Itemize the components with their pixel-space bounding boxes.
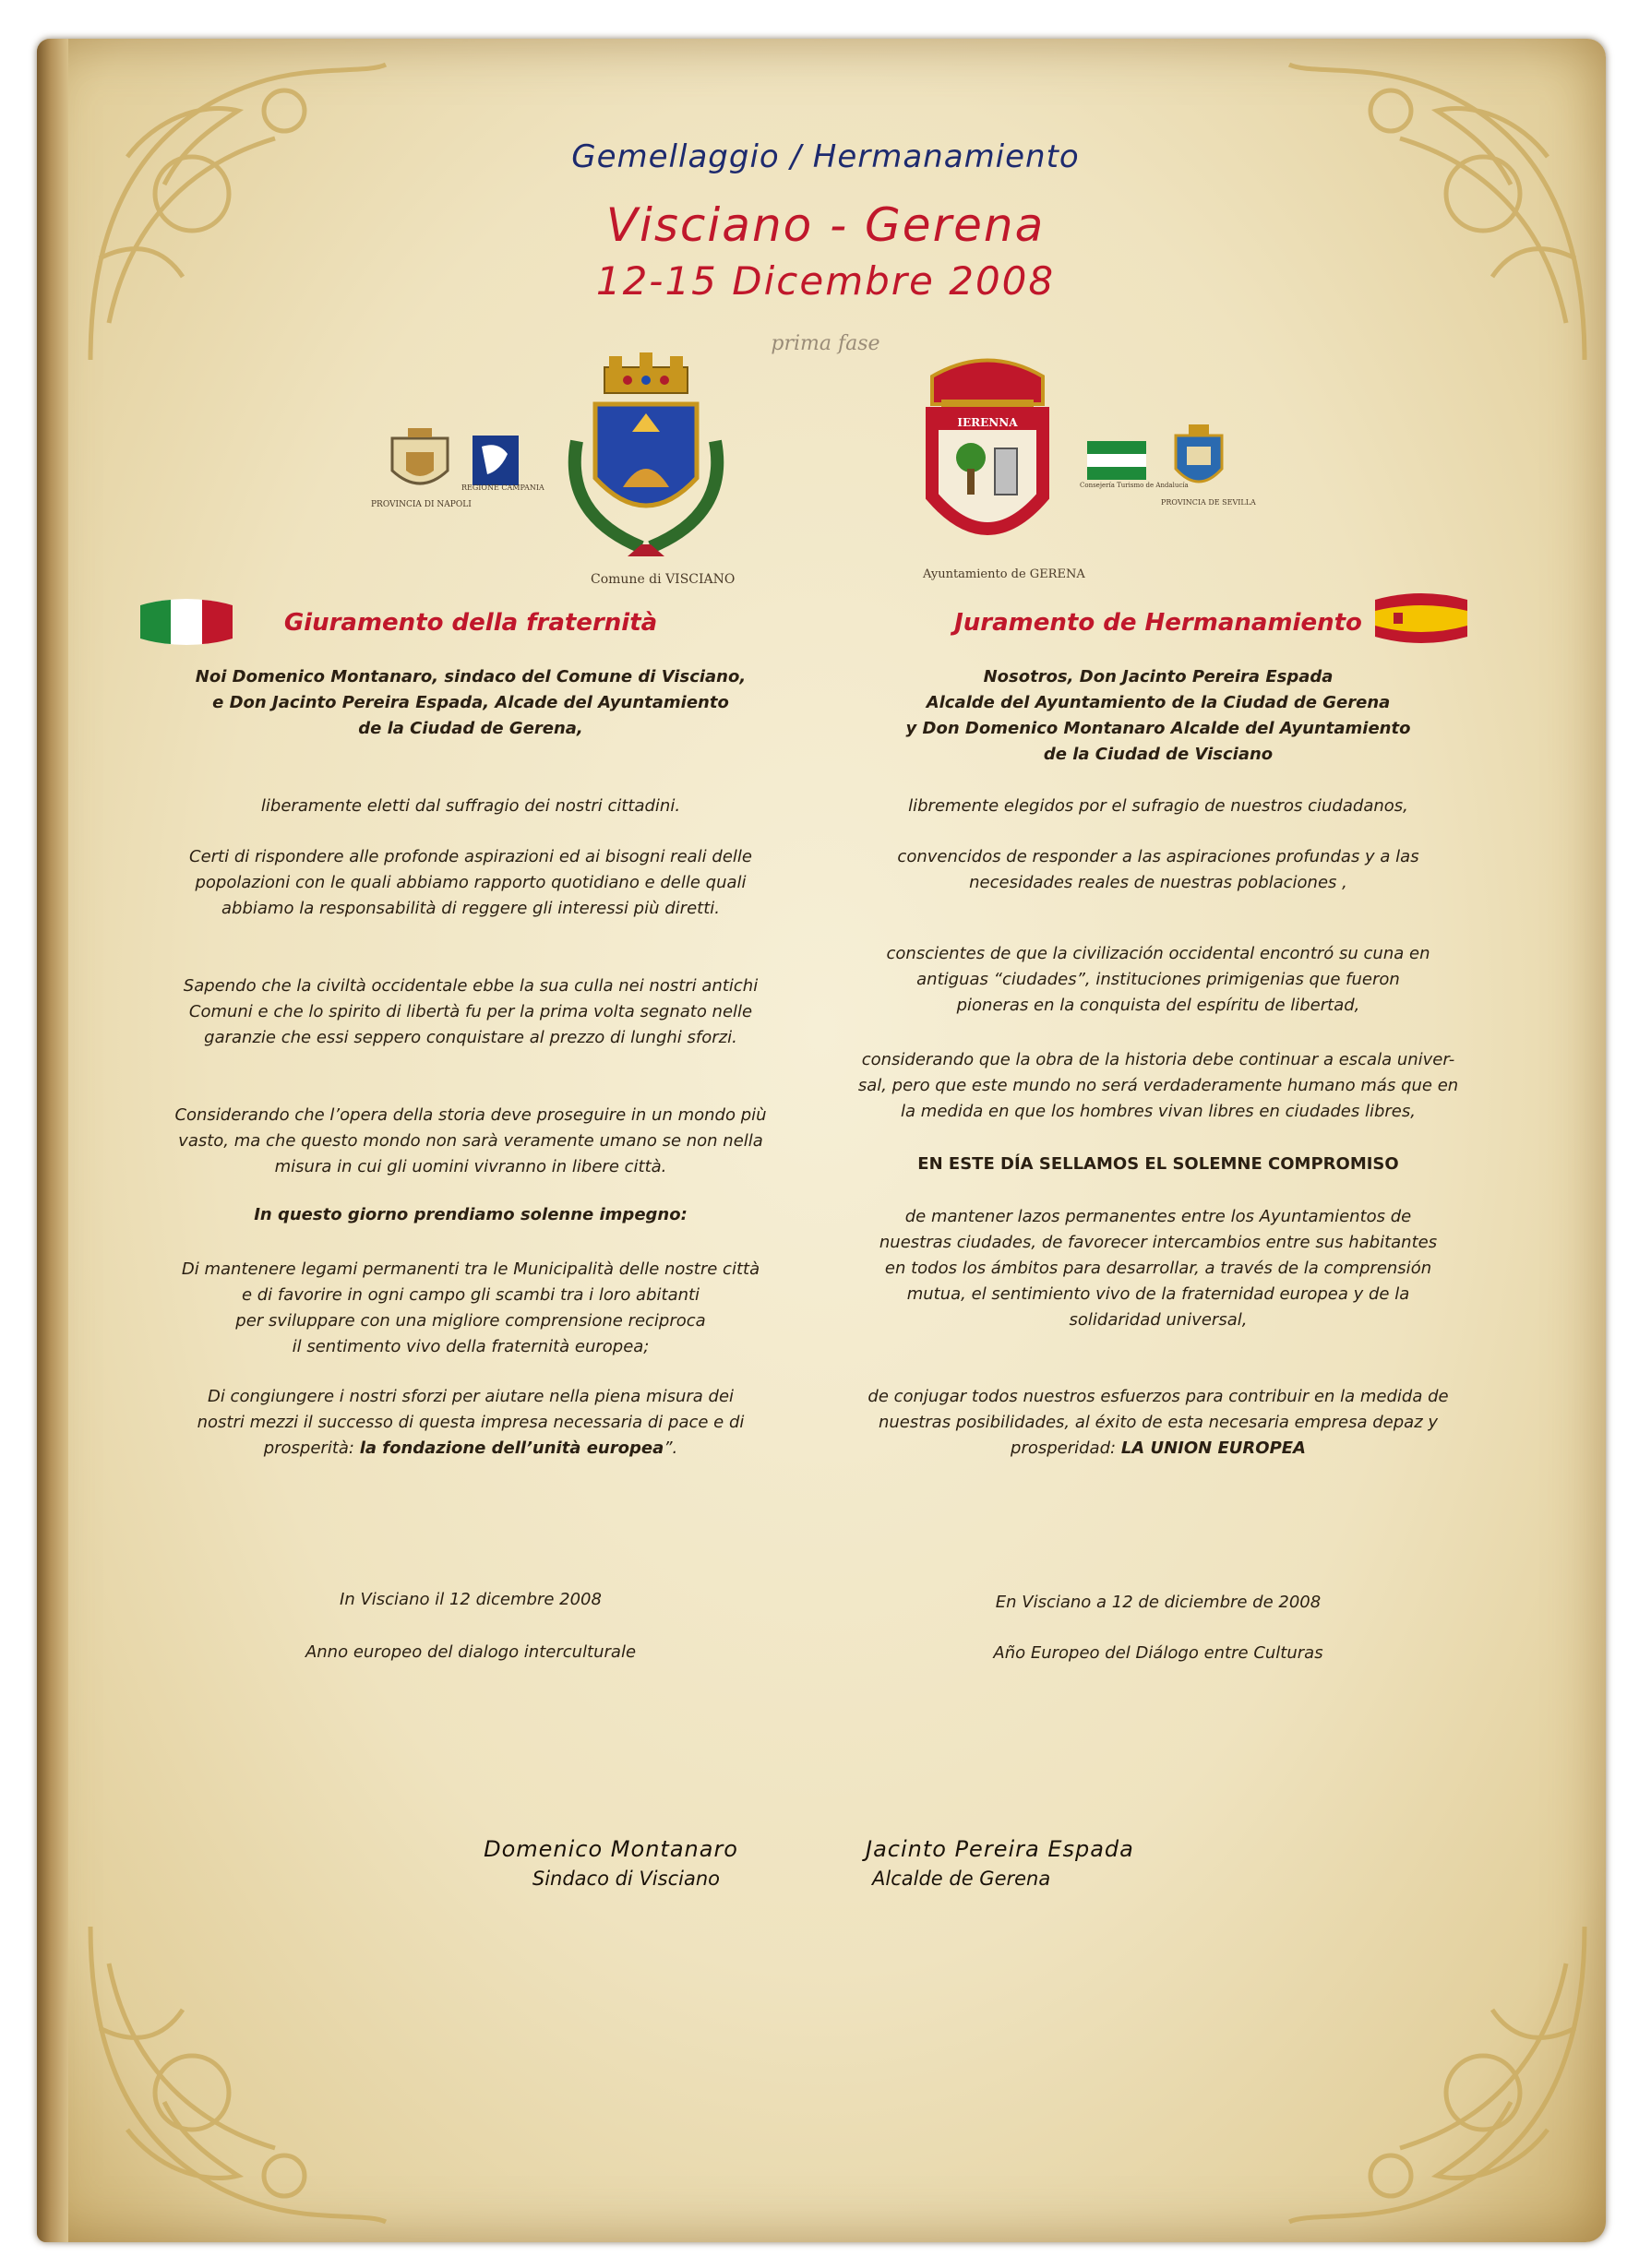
italian-intro-line: e Don Jacinto Pereira Espada, Alcade del Ayuntamiento [212,693,729,712]
andalucia-flag-icon [1087,441,1146,482]
italian-p6-line: Di congiungere i nostri sforzi per aiutare nella piena misura dei [207,1387,735,1406]
spanish-p6-line: nuestras posibilidades, al éxito de esta necesaria empresa depaz y [878,1413,1439,1432]
italian-p5-line: e di favorire in ogni campo gli scambi tra i loro abitanti [241,1285,700,1305]
italian-p5-line: il sentimento vivo della fraternità europea; [292,1337,650,1356]
spanish-p5-line: en todos los ámbitos para desarrollar, a través de la comprensión [884,1259,1432,1278]
spanish-p1: libremente elegidos por el sufragio de nuestros ciudadanos, [908,796,1408,816]
right-signature-name: Jacinto Pereira Espada [866,1836,1134,1862]
header-top-title: Gemellaggio / Hermanamiento [571,138,1080,175]
spanish-intro-line: Alcalde del Ayuntamiento de la Ciudad de Gerena [926,693,1391,712]
header-phase: prima fase [771,332,880,355]
header-date: 12-15 Dicembre 2008 [595,258,1056,304]
italian-year-note: Anno europeo del dialogo interculturale [305,1642,637,1662]
spanish-pledge: EN ESTE DÍA SELLAMOS EL SOLEMNE COMPROMISO [917,1154,1399,1174]
left-signature-role: Sindaco di Visciano [532,1868,720,1890]
spanish-european-union: LA UNION EUROPEA [1120,1438,1306,1458]
italian-p3-line: garanzie che essi seppero conquistare al prezzo di lunghi sforzi. [204,1028,737,1047]
gerena-banner-text: IERENNA [957,416,1018,429]
spanish-p4-line: sal, pero que este mundo no será verdaderamente humano más que en [857,1076,1459,1095]
regione-campania-caption: REGIONE CAMPANIA [461,483,544,492]
spanish-p2-line: necesidades reales de nuestras poblaciones , [969,873,1347,892]
spanish-p6-last-line [826,1436,1490,1462]
italian-p3-line: Comuni e che lo spirito di libertà fu per la prima volta segnato nelle [188,1002,753,1021]
spanish-p5-line: mutua, el sentimiento vivo de la fraternidad europea y de la [906,1284,1410,1304]
book-spine [37,39,68,2242]
italian-column-title-wrap [138,609,803,646]
ayuntamiento-gerena-caption: Ayuntamiento de GERENA [923,567,1085,581]
italian-p4-line: vasto, ma che questo mondo non sarà veramente umano se non nella [178,1131,763,1151]
provincia-sevilla-shield-icon [1170,423,1227,496]
italian-place-date: In Visciano il 12 dicembre 2008 [340,1590,602,1609]
comune-visciano-caption: Comune di VISCIANO [591,572,736,587]
spanish-title: Juramento de Hermanamiento [954,609,1362,637]
provincia-napoli-caption: PROVINCIA DI NAPOLI [371,500,472,509]
italian-column [138,664,803,1956]
italian-p1: liberamente eletti dal suffragio dei nostri cittadini. [260,796,681,816]
italian-p3-line: Sapendo che la civiltà occidentale ebbe la sua culla nei nostri antichi [183,976,759,996]
italian-intro-line: de la Ciudad de Gerena, [358,719,583,738]
italian-european-unity: la fondazione dell’unità europea [359,1438,664,1458]
spanish-p5-line: solidaridad universal, [1069,1310,1248,1330]
italian-p6-last-line [138,1436,803,1462]
spanish-column [826,664,1490,1956]
italian-p6-suffix: ”. [664,1438,678,1458]
spanish-p5-line: nuestras ciudades, de favorecer intercambios entre sus habitantes [879,1233,1438,1252]
andalucia-caption: Consejería Turismo de Andalucía [1080,482,1189,489]
spanish-p6-line: de conjugar todos nuestros esfuerzos para contribuir en la medida de [867,1387,1449,1406]
italian-p2-line: Certi di rispondere alle profonde aspirazioni ed ai bisogni reali delle [189,847,752,866]
italian-p5-line: per sviluppare con una migliore comprensione reciproca [235,1311,706,1331]
spanish-p3-line: pioneras en la conquista del espíritu de libertad, [956,996,1360,1015]
spanish-column-title-wrap [826,609,1490,646]
spanish-intro-line: y Don Domenico Montanaro Alcalde del Ayuntamiento [905,719,1411,738]
italian-title: Giuramento della fraternità [283,609,658,637]
regione-campania-logo-icon [471,434,520,487]
italian-p6-line: nostri mezzi il successo di questa impresa necessaria di pace e di [197,1413,745,1432]
spanish-p3-line: conscientes de que la civilización occidental encontró su cuna en [886,944,1430,963]
spanish-p5-line: de mantener lazos permanentes entre los Ayuntamientos de [904,1207,1412,1226]
spanish-p6-prefix: prosperidad: [1011,1438,1121,1458]
spanish-p4-line: la medida en que los hombres vivan libres en ciudades libres, [901,1102,1416,1121]
italian-p4-line: Considerando che l’opera della storia deve proseguire in un mondo più [174,1105,767,1125]
header-main-title: Visciano - Gerena [605,198,1046,252]
italian-p2-line: popolazioni con le quali abbiamo rapporto quotidiano e delle quali [195,873,747,892]
italian-p4-line: misura in cui gli uomini vivranno in libere città. [274,1157,667,1176]
italian-p2-line: abbiamo la responsabilità di reggere gli interessi più diretti. [221,899,720,918]
spanish-intro-line: Nosotros, Don Jacinto Pereira Espada [983,667,1334,686]
spanish-p4-line: considerando que la obra de la historia debe continuar a escala univer- [861,1050,1455,1069]
italian-pledge: In questo giorno prendiamo solenne impegno: [254,1205,688,1224]
italian-p5-line: Di mantenere legami permanenti tra le Municipalità delle nostre città [181,1259,760,1279]
left-signature-name: Domenico Montanaro [484,1836,738,1862]
italian-p6-prefix: prosperità: [263,1438,360,1458]
provincia-napoli-shield-icon [388,424,452,498]
italian-intro-line: Noi Domenico Montanaro, sindaco del Comune di Visciano, [195,667,747,686]
right-signature-role: Alcalde de Gerena [872,1868,1051,1890]
provincia-sevilla-caption: PROVINCIA DE SEVILLA [1161,498,1256,507]
spanish-p2-line: convencidos de responder a las aspiraciones profundas y a las [897,847,1419,866]
visciano-coat-of-arms-icon [554,349,738,570]
spanish-year-note: Año Europeo del Diálogo entre Culturas [993,1643,1323,1663]
spanish-intro-line: de la Ciudad de Visciano [1043,745,1274,764]
spanish-place-date: En Visciano a 12 de diciembre de 2008 [995,1593,1322,1612]
spanish-p3-line: antiguas “ciudades”, instituciones primigenias que fueron [916,970,1400,989]
gerena-coat-of-arms-icon [914,349,1061,570]
